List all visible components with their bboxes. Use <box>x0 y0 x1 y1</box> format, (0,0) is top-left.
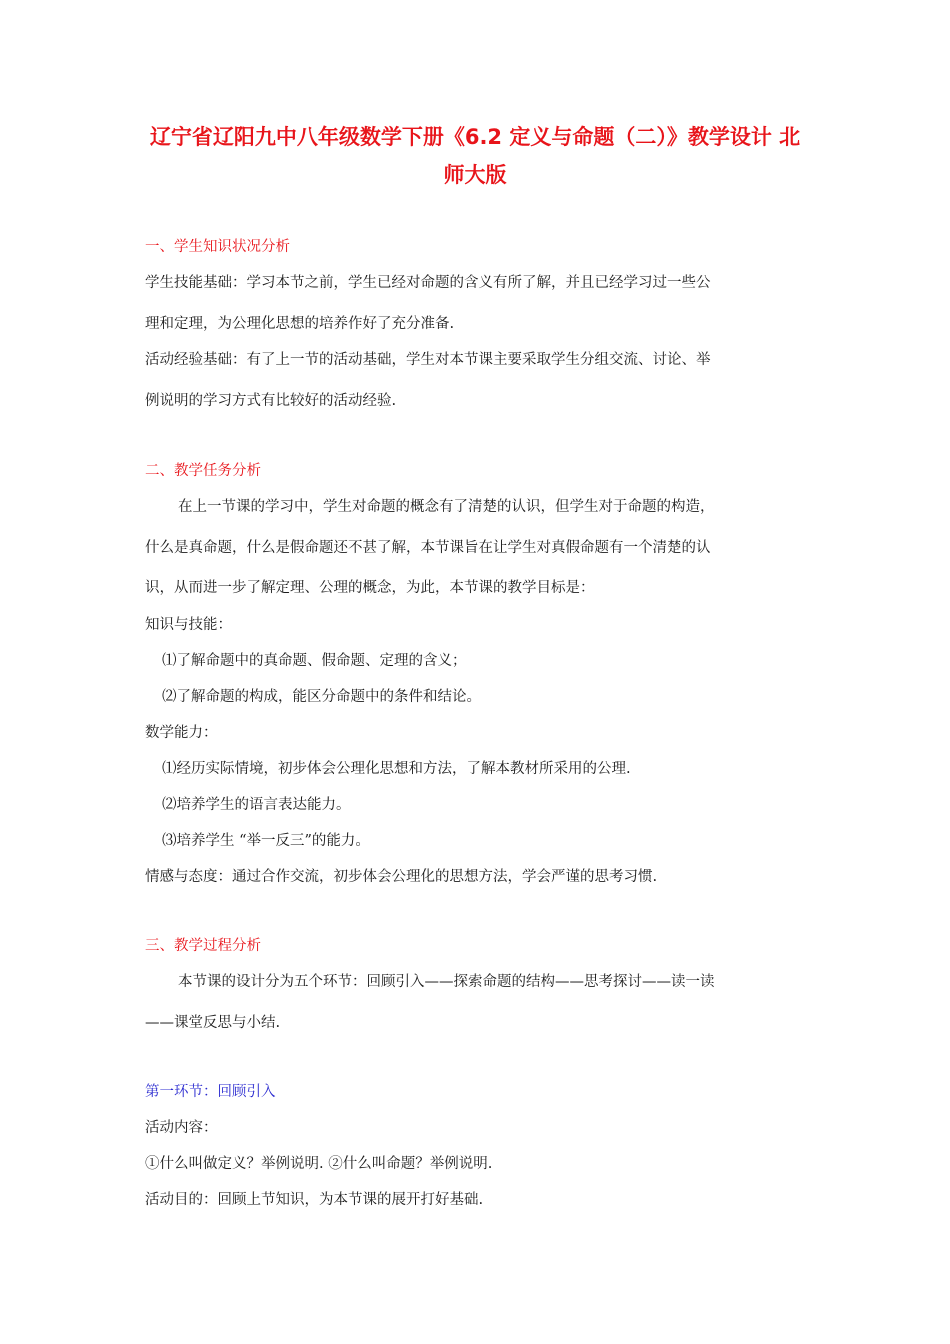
task-paragraph-line-3: 识，从而进一步了解定理、公理的概念，为此，本节课的教学目标是： <box>145 580 595 596</box>
process-paragraph-line-2: ——课堂反思与小结. <box>145 1015 281 1031</box>
skill-basis-line-2: 理和定理，为公理化思想的培养作好了充分准备. <box>145 316 455 332</box>
process-paragraph-line-1: 本节课的设计分为五个环节：回顾引入——探索命题的结构——思考探讨——读一读 <box>178 974 715 990</box>
activity-basis-line-2: 例说明的学习方式有比较好的活动经验. <box>145 393 397 409</box>
activity-basis-line-1: 活动经验基础：有了上一节的活动基础，学生对本节课主要采取学生分组交流、讨论、举 <box>145 352 711 368</box>
knowledge-item-2: ⑵了解命题的构成，能区分命题中的条件和结论。 <box>162 689 481 705</box>
section-heading-student-knowledge: 一、学生知识状况分析 <box>145 239 290 255</box>
activity-content-label: 活动内容： <box>145 1120 218 1136</box>
document-title: 辽宁省辽阳九中八年级数学下册《6.2 定义与命题（二）》教学设计 北师大版 <box>149 125 801 187</box>
activity-goal-line: 活动目的：回顾上节知识，为本节课的展开打好基础. <box>145 1192 484 1208</box>
math-ability-label: 数学能力： <box>145 725 218 741</box>
section-heading-process-analysis: 三、教学过程分析 <box>145 938 261 954</box>
knowledge-item-1: ⑴了解命题中的真命题、假命题、定理的含义； <box>162 653 467 669</box>
math-ability-item-3: ⑶培养学生 “举一反三”的能力。 <box>162 833 370 849</box>
task-paragraph-line-1: 在上一节课的学习中，学生对命题的概念有了清楚的认识，但学生对于命题的构造， <box>178 499 715 515</box>
emotion-attitude-line: 情感与态度：通过合作交流，初步体会公理化的思想方法，学会严谨的思考习惯. <box>145 869 658 885</box>
section-heading-task-analysis: 二、教学任务分析 <box>145 463 261 479</box>
math-ability-item-1: ⑴经历实际情境，初步体会公理化思想和方法，了解本教材所采用的公理. <box>162 761 631 777</box>
activity-content-questions: ①什么叫做定义？举例说明. ②什么叫命题？举例说明. <box>145 1156 493 1172</box>
stage-one-heading: 第一环节：回顾引入 <box>145 1084 276 1100</box>
knowledge-skills-label: 知识与技能： <box>145 617 232 633</box>
math-ability-item-2: ⑵培养学生的语言表达能力。 <box>162 797 351 813</box>
skill-basis-line-1: 学生技能基础：学习本节之前，学生已经对命题的含义有所了解，并且已经学习过一些公 <box>145 275 711 291</box>
task-paragraph-line-2: 什么是真命题，什么是假命题还不甚了解，本节课旨在让学生对真假命题有一个清楚的认 <box>145 540 711 556</box>
